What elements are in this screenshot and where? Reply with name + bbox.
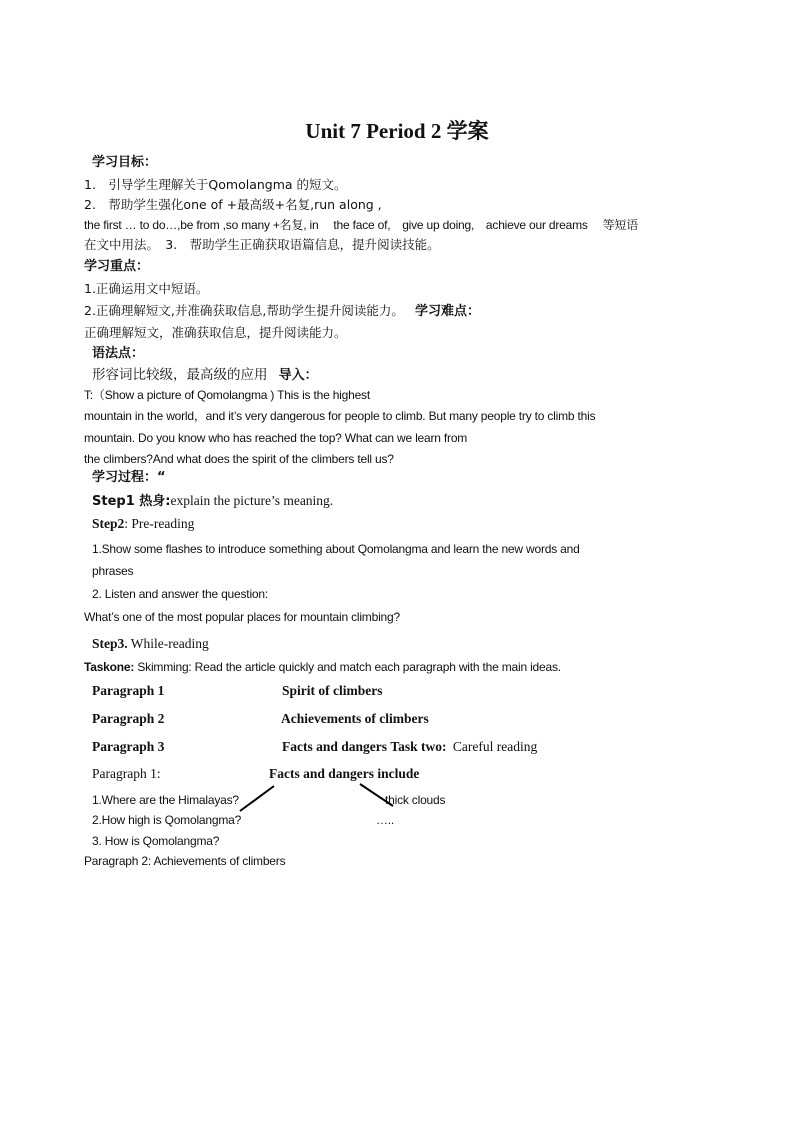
key-points-heading: 学习重点： [84, 259, 150, 274]
intro-line-4: the climbers?And what does the spirit of the climbers tell us? [84, 452, 394, 466]
task-one-text: Skimming: Read the article quickly and match each paragraph with the main ideas. [134, 660, 561, 674]
careful-paragraph-2-label: Paragraph 2: Achievements of climbers [84, 854, 286, 868]
step3-text: While-reading [127, 636, 209, 651]
step2-item-1: 1.Show some flashes to introduce something about Qomolangma and learn the new words and [92, 542, 580, 556]
key-point-2-text: 2.正确理解短文,并准确获取信息,帮助学生提升阅读能力。 [84, 303, 404, 318]
step2-item-1-cont: phrases [92, 564, 134, 578]
step2-question: What’s one of the most popular places for mountain climbing? [84, 610, 400, 624]
grammar-text: 形容词比较级，最高级的应用 [92, 367, 268, 383]
intro-line-1: T:（Show a picture of Qomolangma ) This is the highest [84, 388, 370, 402]
facts-heading: Facts and dangers include [269, 766, 420, 781]
objectives-heading: 学习目标： [92, 155, 158, 170]
answer-1: thick clouds [385, 793, 446, 807]
difficulty-heading: 学习难点： [415, 304, 481, 319]
difficulty-text: 正确理解短文，准确获取信息，提升阅读能力。 [84, 325, 347, 340]
objective-item-3: 在文中用法。 3. 帮助学生正确获取语篇信息，提升阅读技能。 [84, 237, 440, 252]
connector-line-right [360, 784, 393, 806]
step2-label: Step2 [92, 516, 125, 531]
key-point-1: 1.正确运用文中短语。 [84, 281, 209, 296]
task-two-label: Task two: [390, 739, 447, 754]
connector-line-left [240, 786, 274, 811]
question-1: 1.Where are the Himalayas? [92, 793, 239, 807]
careful-paragraph-1-label: Paragraph 1: [92, 766, 161, 781]
objective-item-1: 1. 引导学生理解关于Qomolangma 的短文。 [84, 177, 347, 192]
step1-label: Step1 热身: [92, 494, 171, 509]
match-paragraph-1: Paragraph 1 [92, 683, 165, 698]
step2-item-2: 2. Listen and answer the question: [92, 587, 268, 601]
intro-line-3: mountain. Do you know who has reached the top? What can we learn from [84, 431, 468, 445]
objective-item-2: 2. 帮助学生强化one of +最高级+名复,run along , [84, 197, 382, 212]
process-heading: 学习过程：“ [92, 470, 166, 485]
question-2: 2.How high is Qomolangma? [92, 813, 242, 827]
task-two-text: Careful reading [452, 739, 538, 754]
task-one-label: Taskone: [84, 660, 135, 674]
lead-in-heading: 导入： [278, 368, 318, 383]
grammar-heading: 语法点： [92, 346, 145, 361]
step1-text: explain the picture’s meaning. [170, 493, 334, 508]
question-3: 3. How is Qomolangma? [92, 834, 220, 848]
page-title: Unit 7 Period 2 学案 [305, 119, 489, 143]
step2-text: : Pre-reading [124, 516, 195, 531]
answer-2: ….. [376, 813, 395, 827]
intro-line-2: mountain in the world，and it’s very dangerous for people to climb. But many people try to climb this [84, 409, 596, 423]
match-paragraph-3: Paragraph 3 [92, 739, 165, 754]
objective-item-2-phrases: the first … to do…,be from ,so many +名复, in the face of, give up doing, achieve our dreams 等短语 [84, 218, 639, 232]
match-paragraph-2: Paragraph 2 [92, 711, 165, 726]
match-idea-2: Achievements of climbers [281, 711, 429, 726]
step3-label: Step3. [92, 636, 128, 651]
match-idea-3: Facts and dangers [282, 739, 388, 754]
match-idea-1: Spirit of climbers [282, 683, 383, 698]
